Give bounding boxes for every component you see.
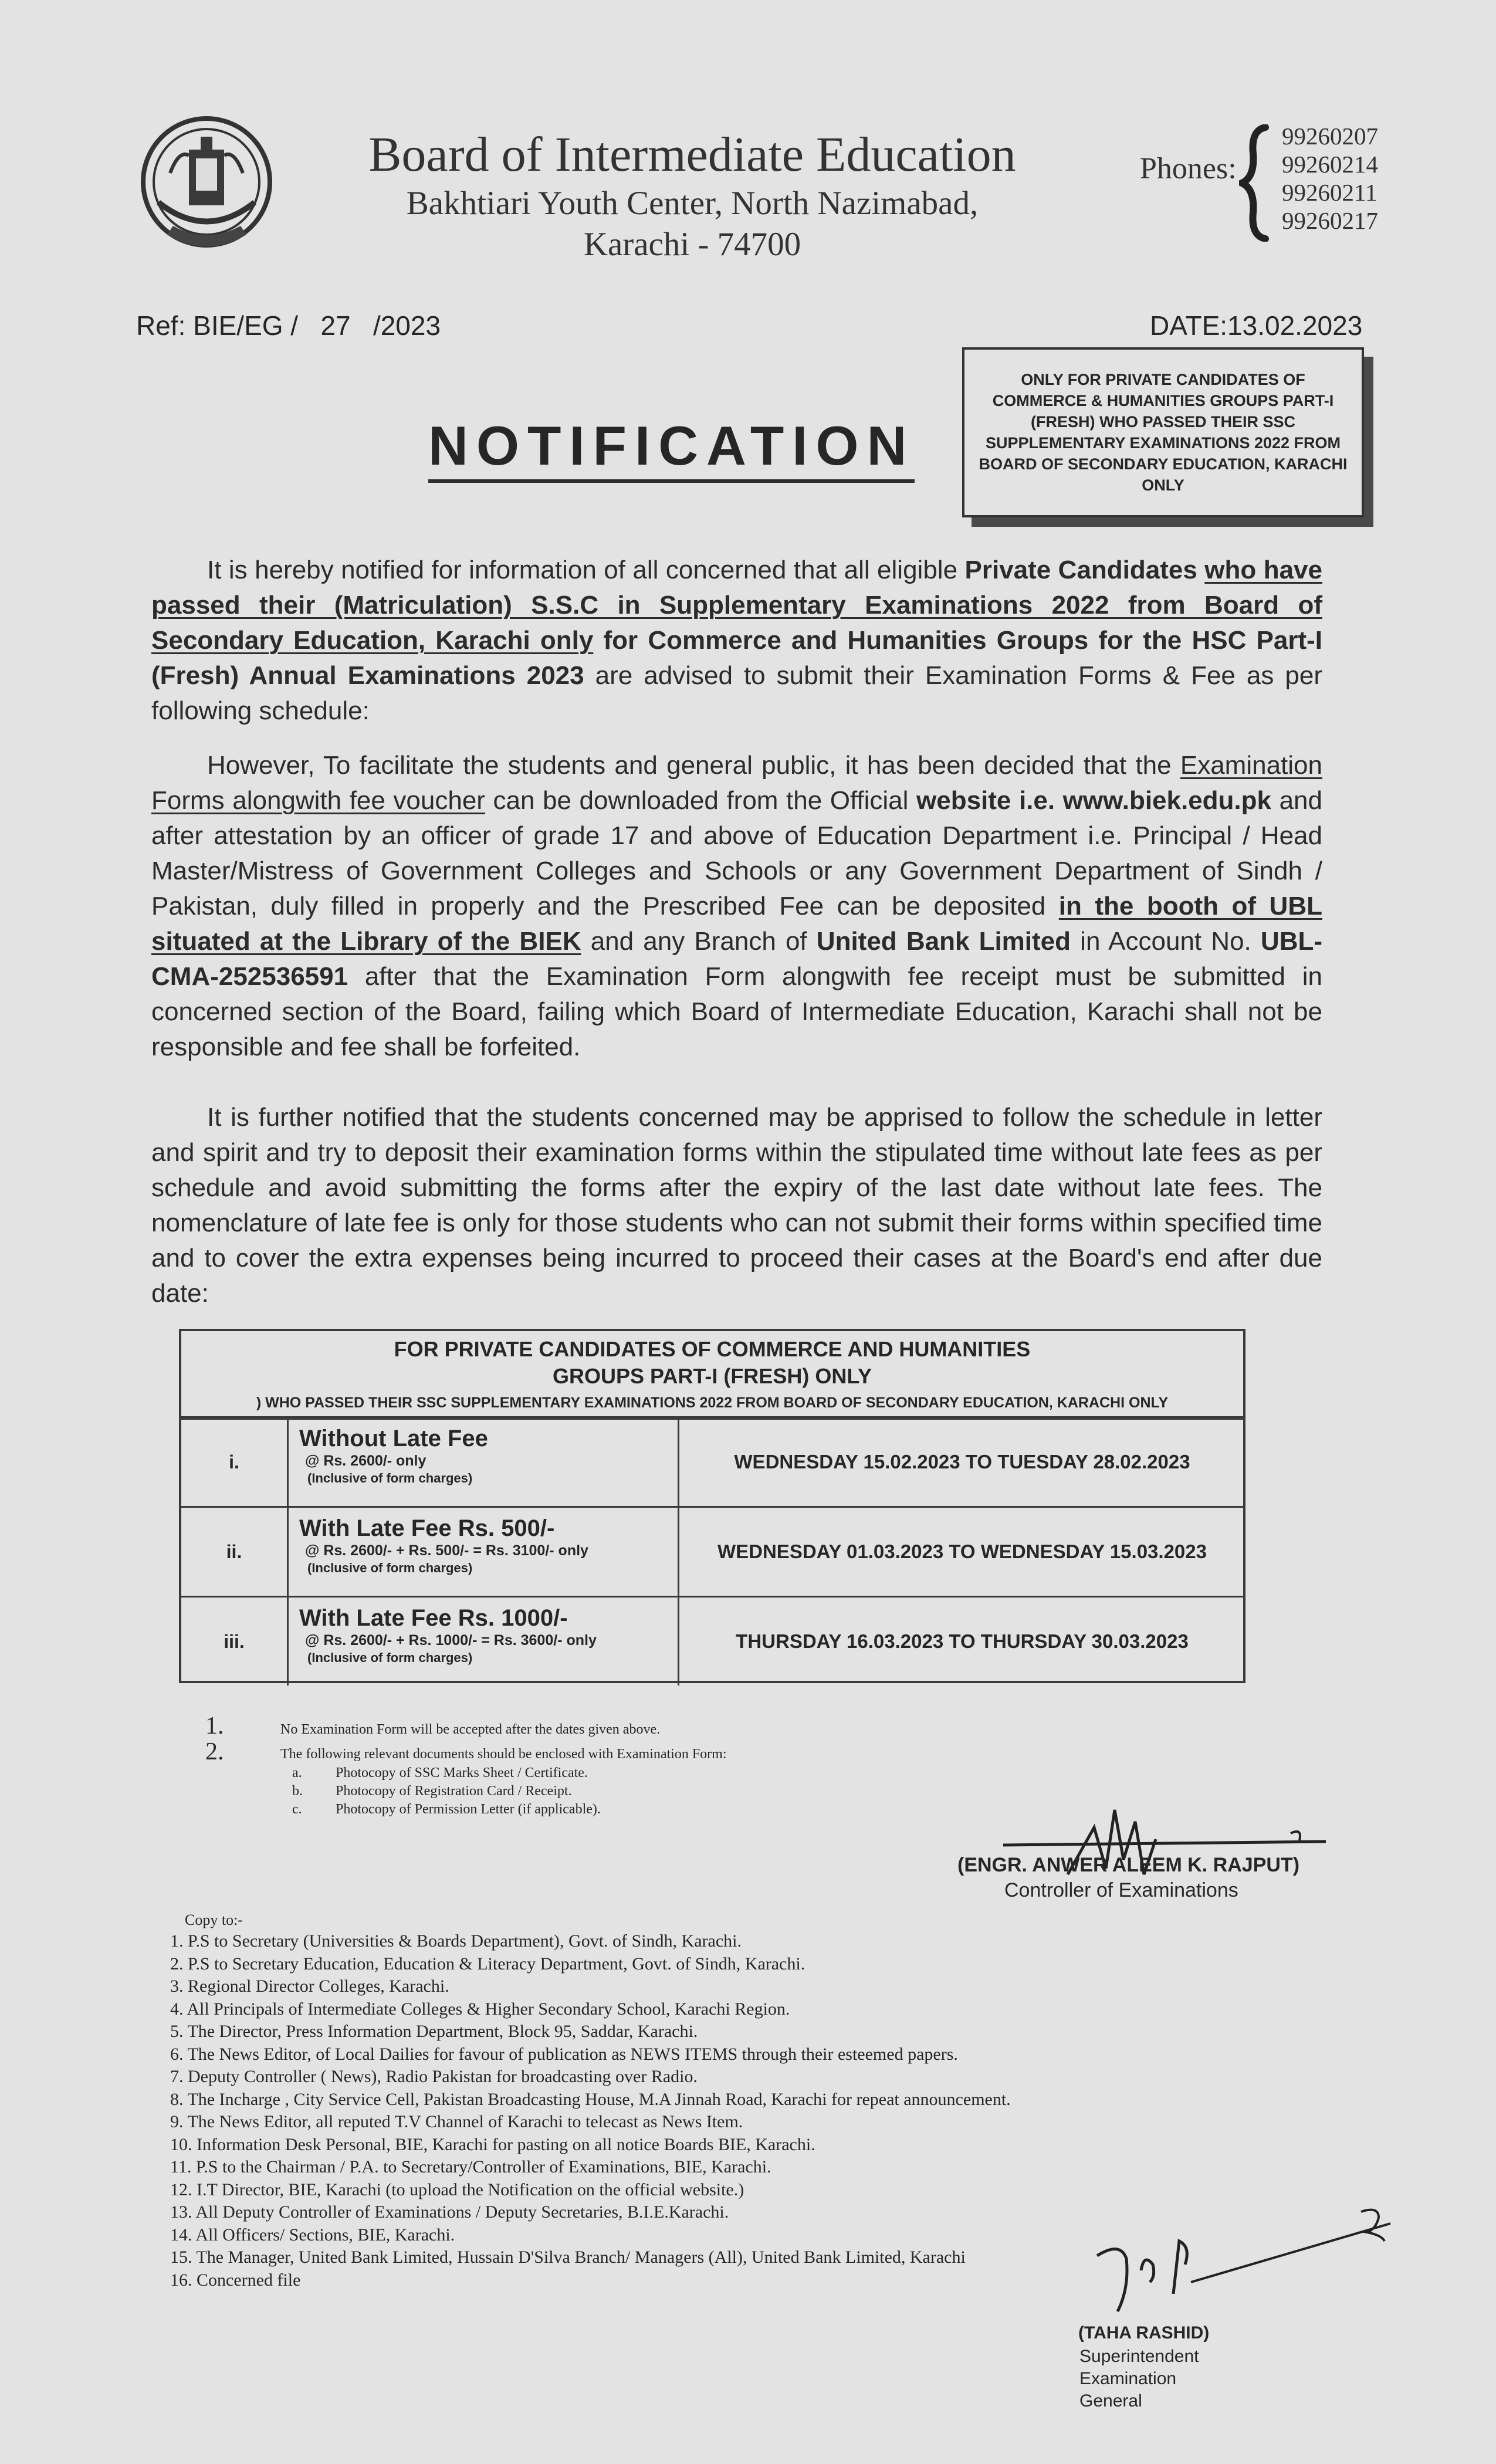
list-item: 15. The Manager, United Bank Limited, Hussain D'Silva Branch/ Managers (All), United Bank Limited, Karachi bbox=[170, 2248, 966, 2267]
superintendent-signature bbox=[1085, 2200, 1414, 2317]
fee-cell bbox=[289, 1508, 679, 1596]
schedule-table bbox=[179, 1329, 1245, 1683]
phone-number: 99260207 bbox=[1282, 123, 1378, 150]
address-line-2: Karachi - 74700 bbox=[583, 226, 801, 263]
sub-label: a. bbox=[292, 1765, 302, 1781]
p1-bold-2: for Commerce and Humanities Groups for the HSC Part-I (Fresh) Annual Examinations 2023 bbox=[151, 626, 1323, 690]
bank-name: United Bank Limited bbox=[816, 927, 1071, 956]
p1-bold: Private Candidates bbox=[964, 556, 1205, 584]
fee-title: Without Late Fee bbox=[299, 1426, 488, 1451]
list-item: 13. All Deputy Controller of Examinations / Deputy Secretaries, B.I.E.Karachi. bbox=[170, 2202, 729, 2222]
list-item: 10. Information Desk Personal, BIE, Karachi for pasting on all notice Boards BIE, Karachi. bbox=[170, 2134, 815, 2154]
fee-detail: @ Rs. 2600/- + Rs. 500/- = Rs. 3100/- only bbox=[305, 1542, 588, 1559]
eligibility-box bbox=[962, 347, 1364, 517]
schedule-header bbox=[181, 1331, 1243, 1420]
sub-label: c. bbox=[292, 1802, 302, 1817]
list-item: 11. P.S to the Chairman / P.A. to Secretary/Controller of Examinations, BIE, Karachi. bbox=[170, 2157, 771, 2177]
signatory-2-role-line-2: Examination General bbox=[1079, 2369, 1177, 2411]
board-logo bbox=[135, 114, 279, 258]
row-number: i. bbox=[181, 1418, 289, 1506]
copy-to-heading: Copy to:- bbox=[185, 1911, 243, 1928]
list-item: 3. Regional Director Colleges, Karachi. bbox=[170, 1976, 449, 1996]
list-item: 16. Concerned file bbox=[170, 2270, 301, 2290]
row-number: ii. bbox=[181, 1508, 289, 1596]
schedule-heading-2: GROUPS PART-I (FRESH) ONLY bbox=[552, 1364, 872, 1388]
fee-detail: @ Rs. 2600/- only bbox=[305, 1453, 427, 1469]
fee-title: With Late Fee Rs. 500/- bbox=[299, 1515, 555, 1541]
fee-note: (Inclusive of form charges) bbox=[307, 1471, 473, 1485]
table-row bbox=[181, 1416, 1243, 1506]
date-range: THURSDAY 16.03.2023 TO THURSDAY 30.03.2023 bbox=[736, 1630, 1189, 1652]
phone-number: 99260214 bbox=[1282, 151, 1378, 178]
address-line-1: Bakhtiari Youth Center, North Nazimabad, bbox=[406, 185, 979, 222]
sub-text: Photocopy of Registration Card / Receipt. bbox=[336, 1783, 572, 1799]
paragraph-1 bbox=[151, 553, 1322, 729]
phone-number: 99260217 bbox=[1282, 207, 1378, 234]
fee-note: (Inclusive of form charges) bbox=[307, 1561, 473, 1575]
fee-cell bbox=[289, 1418, 679, 1506]
p2-text-3: and after attestation by an officer of grade 17 and above of Education Department i.e. Principal / Head Master/Mistress of Government Colleges and Schools or any Government Department of Sindh / Pakistan, duly filled in properly and the Prescribed Fee can be deposited bbox=[151, 786, 1322, 920]
p2-underlined: Examination Forms alongwith fee voucher bbox=[151, 751, 1322, 815]
fee-cell bbox=[289, 1597, 679, 1685]
table-row bbox=[181, 1506, 1243, 1596]
paragraph-2 bbox=[151, 748, 1322, 1065]
list-item: 1. P.S to Secretary (Universities & Boards Department), Govt. of Sindh, Karachi. bbox=[170, 1931, 742, 1951]
p3-text: It is further notified that the students concerned may be apprised to follow the schedule in letter and spirit and try to deposit their examination forms within the stipulated time without late fees as per schedule and avoid submitting the forms after the expiry of the last date without late fees. The nomenclature of late fee is only for those students who can not submit their forms within specified time and to cover the extra expenses being incurred to proceed their cases at the Board's end after due date: bbox=[151, 1103, 1322, 1308]
p2-underlined-2: in the booth of UBL situated at the Library of the BIEK bbox=[151, 892, 1322, 956]
sub-text: Photocopy of SSC Marks Sheet / Certificate. bbox=[336, 1765, 588, 1781]
row-number: iii. bbox=[181, 1597, 289, 1685]
signatory-1-role: Controller of Examinations bbox=[1004, 1879, 1238, 1901]
reference-number: Ref: BIE/EG / 27 /2023 bbox=[136, 310, 441, 341]
p2-text-5: in Account No. bbox=[1071, 927, 1261, 956]
phones-label: Phones: bbox=[1140, 152, 1237, 185]
list-item: 8. The Incharge , City Service Cell, Pakistan Broadcasting House, M.A Jinnah Road, Karachi for repeat announcement. bbox=[170, 2089, 1011, 2109]
p1-text: It is hereby notified for information of all concerned that all eligible bbox=[207, 556, 965, 584]
account-number: UBL-CMA-252536591 bbox=[151, 927, 1323, 991]
copy-to-list bbox=[170, 1930, 1011, 2292]
list-item: 5. The Director, Press Information Department, Block 95, Saddar, Karachi. bbox=[170, 2022, 698, 2041]
phone-number: 99260211 bbox=[1282, 179, 1377, 206]
table-row bbox=[181, 1596, 1243, 1685]
note-2-text: The following relevant documents should be enclosed with Examination Form: bbox=[280, 1747, 727, 1762]
org-address bbox=[329, 183, 1056, 265]
fee-detail: @ Rs. 2600/- + Rs. 1000/- = Rs. 3600/- only bbox=[305, 1632, 597, 1649]
p1-underlined: who have passed their (Matriculation) S.S.C in Supplementary Examinations 2022 from Board of Secondary Education, Karachi only bbox=[151, 556, 1323, 655]
list-item: 12. I.T Director, BIE, Karachi (to upload the Notification on the official website.) bbox=[170, 2179, 744, 2199]
page-title: NOTIFICATION bbox=[428, 414, 915, 483]
signatory-1-name: (ENGR. ANWER ALEEM K. RAJPUT) bbox=[957, 1854, 1300, 1876]
note-2-number: 2. bbox=[205, 1738, 224, 1765]
list-item: 14. All Officers/ Sections, BIE, Karachi. bbox=[170, 2225, 455, 2245]
date-range: WEDNESDAY 01.03.2023 TO WEDNESDAY 15.03.2023 bbox=[717, 1541, 1207, 1562]
phone-numbers bbox=[1282, 122, 1378, 235]
list-item: 6. The News Editor, of Local Dailies for favour of publication as NEWS ITEMS through their esteemed papers. bbox=[170, 2044, 958, 2064]
sub-text: Photocopy of Permission Letter (if applicable). bbox=[336, 1802, 601, 1817]
schedule-heading-1: FOR PRIVATE CANDIDATES OF COMMERCE AND HUMANITIES bbox=[394, 1337, 1031, 1361]
website-link[interactable]: website i.e. www.biek.edu.pk bbox=[916, 786, 1272, 815]
list-item: 2. P.S to Secretary Education, Education & Literacy Department, Govt. of Sindh, Karachi. bbox=[170, 1954, 805, 1974]
signatory-2-role-line-1: Superintendent bbox=[1079, 2347, 1199, 2366]
p2-text-6: after that the Examination Form alongwith fee receipt must be submitted in concerned section of the Board, failing which Board of Intermediate Education, Karachi shall not be responsible and fee shall be forfeited. bbox=[151, 962, 1322, 1061]
date-range: WEDNESDAY 15.02.2023 TO TUESDAY 28.02.2023 bbox=[734, 1451, 1190, 1473]
org-name: Board of Intermediate Education bbox=[368, 127, 1016, 182]
eligibility-text: ONLY FOR PRIVATE CANDIDATES OF COMMERCE & HUMANITIES GROUPS PART-I (FRESH) WHO PASSED THEIR SSC SUPPLEMENTARY EXAMINATIONS 2022 FROM BOARD OF SECONDARY EDUCATION, KARACHI ONLY bbox=[979, 371, 1348, 494]
p2-text-2: can be downloaded from the Official bbox=[485, 786, 916, 815]
signatory-2-role bbox=[1079, 2345, 1244, 2412]
p2-text: However, To facilitate the students and general public, it has been decided that the bbox=[207, 751, 1180, 780]
brace-icon bbox=[1239, 124, 1274, 242]
paragraph-3 bbox=[151, 1100, 1322, 1311]
fee-note: (Inclusive of form charges) bbox=[307, 1650, 473, 1665]
note-1-number: 1. bbox=[205, 1712, 224, 1739]
sub-label: b. bbox=[292, 1783, 303, 1799]
list-item: 7. Deputy Controller ( News), Radio Pakistan for broadcasting over Radio. bbox=[170, 2067, 698, 2086]
note-1-text: No Examination Form will be accepted after the dates given above. bbox=[280, 1722, 661, 1737]
schedule-heading-3: ) WHO PASSED THEIR SSC SUPPLEMENTARY EXAMINATIONS 2022 FROM BOARD OF SECONDARY EDUCATION, KARACHI ONLY bbox=[256, 1395, 1169, 1411]
issue-date: DATE:13.02.2023 bbox=[1150, 310, 1363, 341]
p2-text-4: and any Branch of bbox=[581, 927, 817, 956]
signatory-2-name: (TAHA RASHID) bbox=[1078, 2323, 1210, 2343]
list-item: 9. The News Editor, all reputed T.V Channel of Karachi to telecast as News Item. bbox=[170, 2112, 743, 2131]
fee-title: With Late Fee Rs. 1000/- bbox=[299, 1605, 568, 1631]
list-item: 4. All Principals of Intermediate Colleges & Higher Secondary School, Karachi Region. bbox=[170, 1999, 790, 2019]
p1-text-2: are advised to submit their Examination Forms & Fee as per following schedule: bbox=[151, 661, 1322, 725]
